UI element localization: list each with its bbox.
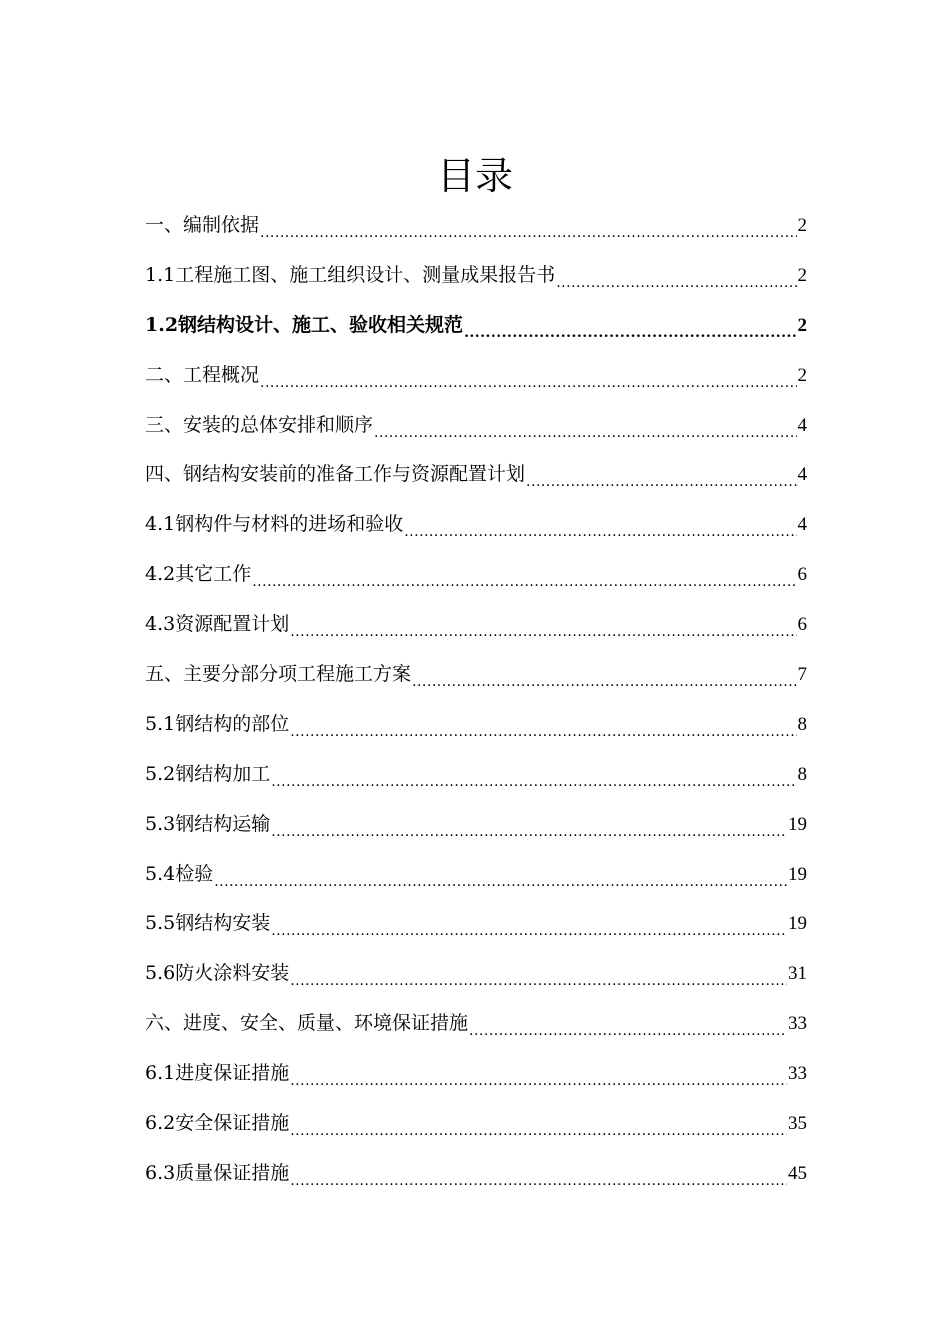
- toc-leader-dots: [260, 370, 796, 390]
- toc-leader-dots: [290, 619, 796, 639]
- toc-entry[interactable]: [145, 600, 807, 650]
- toc-entry[interactable]: [145, 800, 807, 850]
- toc-page-number: 19: [788, 913, 807, 935]
- toc-page-number: 8: [797, 763, 807, 785]
- toc-page-number: 35: [788, 1113, 807, 1135]
- toc-entry-label: 6.2安全保证措施: [145, 1112, 290, 1135]
- toc-leader-dots: [214, 869, 787, 889]
- toc-leader-dots: [290, 1068, 787, 1088]
- toc-entry-label: 5.5钢结构安装: [145, 912, 271, 935]
- toc-page-number: 2: [797, 215, 807, 236]
- toc-leader-dots: [526, 469, 796, 489]
- toc-entry-label: 4.1钢构件与材料的进场和验收: [145, 513, 404, 536]
- toc-entry[interactable]: [145, 750, 807, 800]
- toc-leader-dots: [290, 1168, 787, 1188]
- toc-page-number: 4: [797, 414, 807, 436]
- toc-page-number: 31: [788, 963, 807, 985]
- toc-entry[interactable]: [145, 201, 807, 251]
- toc-leader-dots: [271, 769, 796, 789]
- toc-leader-dots: [404, 519, 796, 539]
- toc-entry-label: 6.3质量保证措施: [145, 1161, 290, 1184]
- toc-entry[interactable]: [145, 450, 807, 500]
- toc-entry-label: 六、进度、安全、质量、环境保证措施: [145, 1012, 469, 1035]
- toc-entry[interactable]: [145, 700, 807, 750]
- toc-page-number: 6: [797, 614, 807, 636]
- toc-entry-label: 二、工程概况: [145, 363, 260, 386]
- toc-leader-dots: [374, 420, 796, 440]
- toc-leader-dots: [271, 918, 787, 938]
- toc-entry-label: 5.6防火涂料安装: [145, 962, 290, 985]
- toc-page-number: 8: [797, 713, 807, 735]
- toc-entry-label: 4.2其它工作: [145, 563, 252, 586]
- toc-leader-dots: [271, 819, 787, 839]
- toc-entry-label: 1.2钢结构设计、施工、验收相关规范: [145, 313, 464, 336]
- toc-entry-label: 5.4检验: [145, 862, 214, 885]
- toc-entry[interactable]: [145, 1099, 807, 1149]
- toc-entry[interactable]: [145, 251, 807, 301]
- toc-entry[interactable]: [145, 500, 807, 550]
- toc-page-number: 2: [797, 364, 807, 386]
- toc-page-number: 19: [788, 863, 807, 885]
- table-of-contents: [145, 201, 807, 1199]
- toc-entry-label: 5.3钢结构运输: [145, 812, 271, 835]
- toc-page-number: 2: [797, 314, 807, 336]
- toc-leader-dots: [469, 1018, 787, 1038]
- toc-page-number: 33: [788, 1063, 807, 1085]
- toc-entry[interactable]: [145, 550, 807, 600]
- toc-leader-dots: [290, 968, 787, 988]
- toc-entry-label: 五、主要分部分项工程施工方案: [145, 663, 412, 686]
- toc-leader-dots: [290, 719, 796, 739]
- toc-leader-dots: [260, 220, 796, 240]
- toc-page-number: 19: [788, 813, 807, 835]
- toc-entry-label: 四、钢结构安装前的准备工作与资源配置计划: [145, 463, 526, 486]
- toc-entry-label: 1.1工程施工图、施工组织设计、测量成果报告书: [145, 263, 556, 286]
- toc-leader-dots: [464, 320, 796, 340]
- toc-page-number: 6: [797, 564, 807, 586]
- toc-leader-dots: [252, 569, 796, 589]
- toc-page-number: 45: [788, 1162, 807, 1184]
- toc-page-number: 4: [797, 514, 807, 536]
- toc-entry-label: 三、安装的总体安排和顺序: [145, 413, 374, 436]
- toc-leader-dots: [412, 669, 796, 689]
- toc-leader-dots: [290, 1118, 787, 1138]
- toc-title: 目录: [436, 154, 513, 198]
- toc-entry[interactable]: [145, 301, 807, 351]
- toc-entry[interactable]: [145, 999, 807, 1049]
- toc-page-number: 2: [797, 264, 807, 286]
- toc-entry[interactable]: [145, 850, 807, 900]
- toc-entry-label: 5.1钢结构的部位: [145, 712, 290, 735]
- toc-page-number: 33: [788, 1013, 807, 1035]
- toc-entry-label: 一、编制依据: [145, 214, 260, 236]
- toc-entry-label: 5.2钢结构加工: [145, 762, 271, 785]
- toc-page-number: 4: [797, 464, 807, 486]
- toc-entry[interactable]: [145, 949, 807, 999]
- toc-entry[interactable]: [145, 351, 807, 401]
- toc-entry[interactable]: [145, 899, 807, 949]
- toc-entry[interactable]: [145, 1149, 807, 1199]
- toc-entry[interactable]: [145, 1049, 807, 1099]
- toc-page-number: 7: [797, 664, 807, 686]
- toc-entry[interactable]: [145, 401, 807, 451]
- toc-entry-label: 6.1进度保证措施: [145, 1062, 290, 1085]
- toc-leader-dots: [556, 270, 796, 290]
- toc-entry[interactable]: [145, 650, 807, 700]
- toc-entry-label: 4.3资源配置计划: [145, 613, 290, 636]
